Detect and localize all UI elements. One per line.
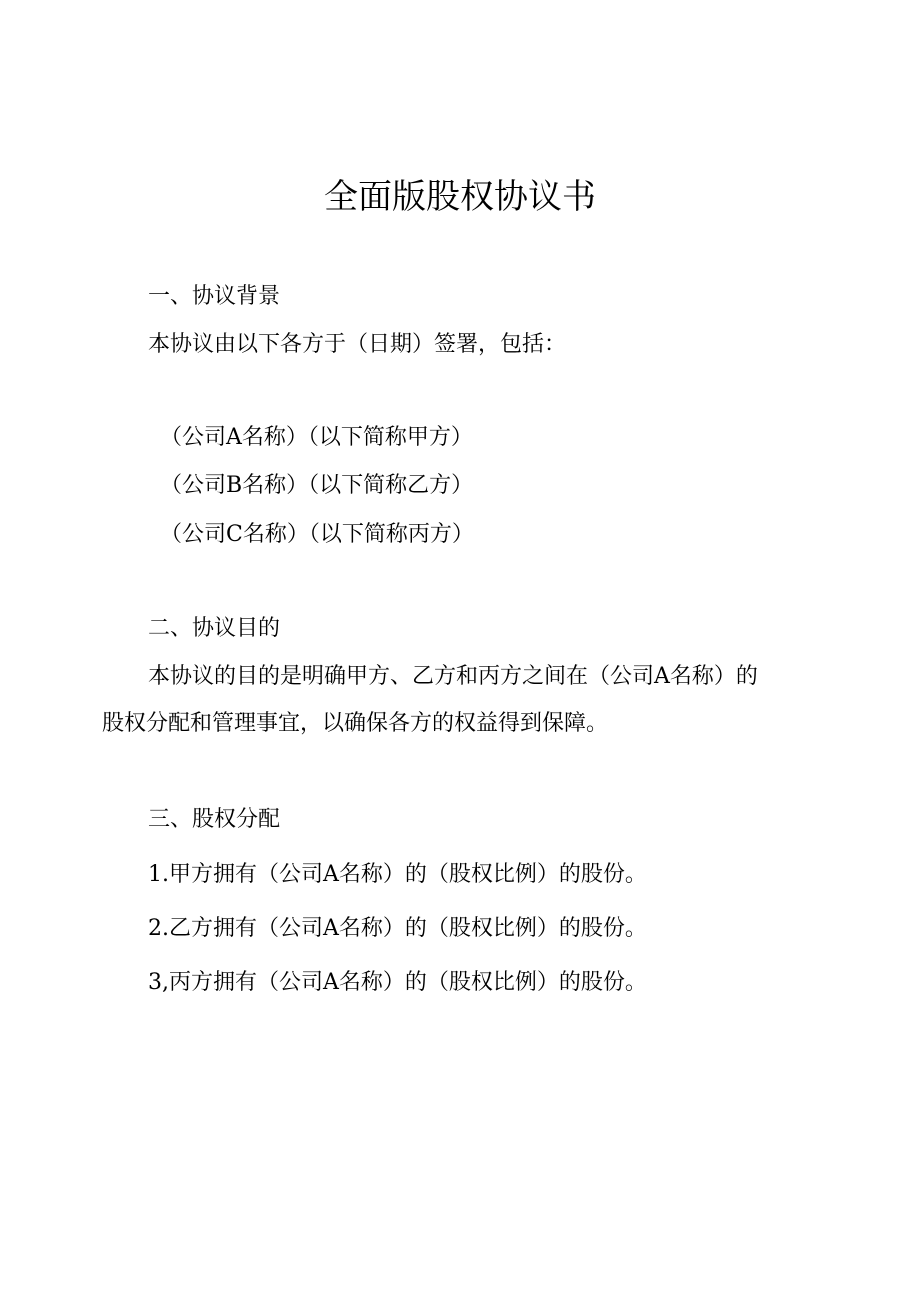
share-item-3: 3,丙方拥有（公司A名称）的（股权比例）的股份。 bbox=[148, 970, 647, 995]
section-2-heading: 二、协议目的 bbox=[148, 616, 281, 641]
section-2-body-line-2: 股权分配和管理事宜，以确保各方的权益得到保障。 bbox=[102, 711, 609, 736]
document-title: 全面版股权协议书 bbox=[324, 177, 596, 217]
section-1-intro: 本协议由以下各方于（日期）签署，包括： bbox=[148, 332, 567, 357]
party-b-line: （公司B名称）（以下简称乙方） bbox=[160, 473, 474, 498]
share-item-1: 1.甲方拥有（公司A名称）的（股权比例）的股份。 bbox=[148, 862, 647, 887]
share-item-2: 2.乙方拥有（公司A名称）的（股权比例）的股份。 bbox=[148, 916, 647, 941]
party-a-line: （公司A名称）（以下简称甲方） bbox=[160, 425, 473, 450]
party-c-line: （公司C名称）（以下简称丙方） bbox=[160, 522, 474, 547]
section-2-body-line-1: 本协议的目的是明确甲方、乙方和丙方之间在（公司A名称）的 bbox=[148, 664, 758, 689]
section-3-heading: 三、股权分配 bbox=[148, 807, 281, 832]
section-1-heading: 一、协议背景 bbox=[148, 284, 281, 309]
